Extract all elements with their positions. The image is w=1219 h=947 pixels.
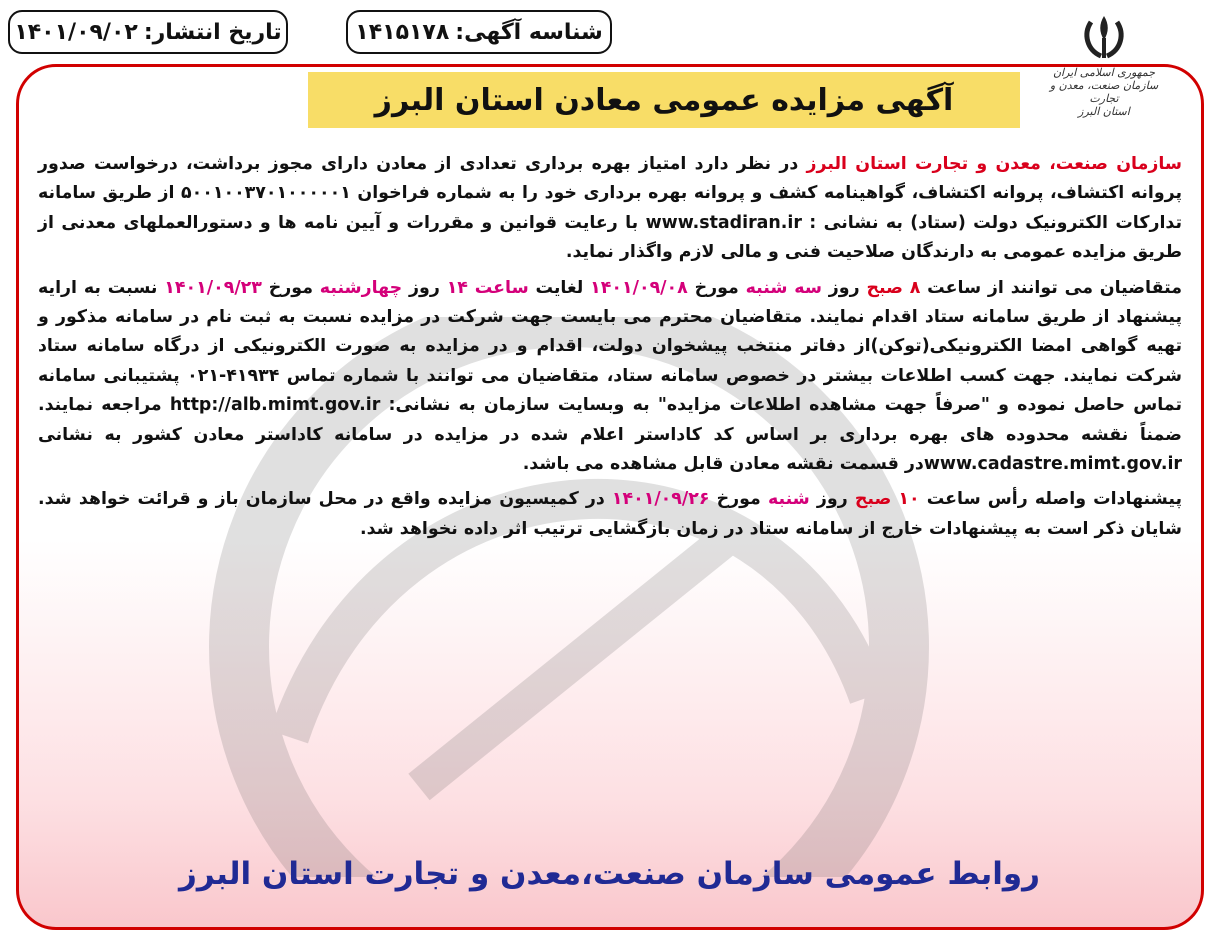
paragraph-3 (38, 485, 1182, 544)
p3-text-3: مورخ (709, 489, 768, 510)
p2-text-7: نسبت به ارایه پیشنهاد از طریق سامانه ستاد اقدام نمایند. متقاضیان محترم می بایست جهت شرکت در مزایده نسبت به ثبت نام در سامانه مذکور و تهیه گواهی امضا الکترونیکی(توکن)از دفاتر منتخب پیشخوان دولت، اقدام و در مزایده به صورت الکترونیکی از درگاه سامانه ستاد شرکت نمایند. جهت کسب اطلاعات بیشتر در خصوص سامانه ستاد، متقاضیان می توانند با شماره تماس ۴۱۹۳۴-۰۲۱ پشتیبانی سامانه تماس حاصل نموده و "صرفاً جهت مشاهده اطلاعات مزایده" به وبسایت سازمان به نشانی: (38, 277, 1183, 416)
publish-date-value: ۱۴۰۱/۰۹/۰۲ (14, 19, 138, 45)
ad-id-box (346, 10, 612, 54)
ad-id-label: شناسه آگهی: (455, 19, 603, 45)
publish-date-box (8, 10, 288, 54)
mimt-link[interactable]: http://alb.mimt.gov.ir (169, 395, 381, 416)
p2-text-6: مورخ (261, 277, 320, 298)
ad-title: آگهی مزایده عمومی معادن استان البرز (308, 72, 1020, 128)
start-day: سه شنبه (745, 277, 822, 298)
p3-text-1: پیشنهادات واصله رأس ساعت (919, 489, 1182, 510)
cadastre-link[interactable]: www.cadastre.mimt.gov.ir (923, 454, 1182, 475)
iran-emblem-icon (1077, 10, 1131, 64)
open-date: ۱۴۰۱/۰۹/۲۶ (611, 489, 710, 510)
open-time: ۱۰ صبح (854, 489, 920, 510)
emblem-line-1: جمهوری اسلامی ایران (1052, 66, 1156, 79)
p2-text-5: روز (402, 277, 447, 298)
paragraph-1 (38, 150, 1182, 268)
start-date: ۱۴۰۱/۰۹/۰۸ (590, 277, 688, 298)
paragraph-2 (38, 274, 1182, 480)
p3-text-2: روز (809, 489, 855, 510)
end-time: ساعت ۱۴ (446, 277, 529, 298)
end-date: ۱۴۰۱/۰۹/۲۳ (164, 277, 262, 298)
start-time: ۸ صبح (866, 277, 921, 298)
footer-public-relations: روابط عمومی سازمان صنعت،معدن و تجارت استان البرز (179, 856, 1040, 892)
p2-text-9: در قسمت نقشه معادن قابل مشاهده می باشد. (522, 454, 924, 475)
ad-id-value: ۱۴۱۵۱۷۸ (355, 19, 450, 45)
open-day: شنبه (767, 489, 810, 510)
p2-text-1: متقاضیان می توانند از ساعت (920, 277, 1182, 298)
p2-text-2: روز (821, 277, 867, 298)
iran-emblem (1044, 10, 1164, 120)
p3-text-4: در کمیسیون مزایده واقع در محل سازمان باز و قرائت خواهد شد. شایان ذکر است به پیشنهادات خارج از سامانه ستاد در زمان بازگشایی ترتیب اثر داده نخواهد شد. (38, 489, 1182, 539)
org-name: سازمان صنعت، معدن و تجارت استان البرز (806, 154, 1182, 174)
p2-text-3: مورخ (687, 277, 746, 298)
p2-text-4: لغایت (528, 277, 591, 298)
stadiran-link[interactable]: www.stadiran.ir (645, 212, 802, 233)
end-day: چهارشنبه (319, 277, 403, 298)
p1-text-2: با رعایت قوانین و مقررات و آیین نامه ها و دستورالعملهای معدنی از طریق مزایده عمومی به دارندگان صلاحیت فنی و مالی لازم واگذار نماید. (38, 212, 1182, 263)
publish-date-label: تاریخ انتشار: (143, 19, 282, 45)
emblem-line-3: استان البرز (1078, 105, 1130, 118)
p1-text-1: در نظر دارد امتیاز بهره برداری تعدادی از معادن دارای مجوز برداشت، درخواست صدور پروانه اکتشاف، پروانه اکتشاف، گواهینامه کشف و پروانه بهره برداری خود را به شماره فراخوان ۵۰۰۱۰۰۳۷۰۱۰۰۰۰۰۱ از طریق سامانه تدارکات الکترونیک دولت (ستاد) به نشانی : (38, 154, 1183, 233)
ad-body (38, 150, 1182, 544)
p2-text-8: مراجعه نمایند. ضمناً نقشه محدوده های بهره برداری بر اساس کد کاداستر اعلام شده در مزایده در سامانه کاداستر معادن کشور به نشانی (38, 395, 1182, 445)
emblem-line-2: سازمان صنعت، معدن و تجارت (1049, 79, 1159, 105)
